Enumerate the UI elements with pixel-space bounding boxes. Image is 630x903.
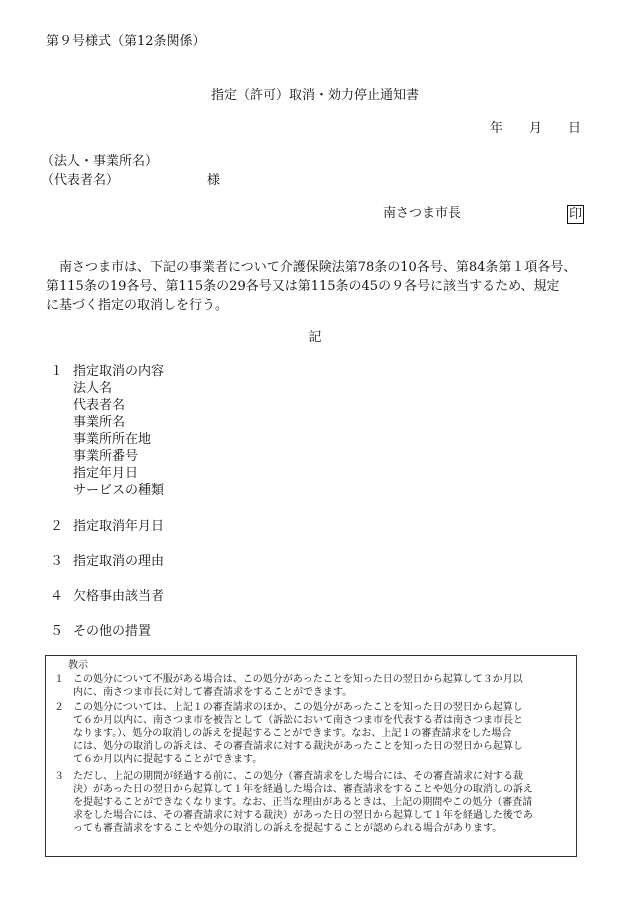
item-sub-label: 代表者名 xyxy=(73,398,126,413)
notice-title: 教示 xyxy=(68,660,88,671)
notice-line: っても審査請求をすることや処分の取消しの訴えを提起することが認められる場合があります。 xyxy=(73,823,503,834)
addressee-representative-label: （代表者名） xyxy=(41,173,120,188)
item-label: 指定取消の理由 xyxy=(73,554,165,569)
body-line: に基づく指定の取消しを行う。 xyxy=(46,298,229,313)
item-number: ４ xyxy=(50,589,64,604)
notice-item xyxy=(54,673,570,699)
item-sub-label: サービスの種類 xyxy=(73,483,165,498)
notice-line: ただし、上記の期間が経過する前に、この処分（審査請求をした場合には、その審査請求に対する裁 xyxy=(73,771,523,782)
item-sub-label: 事業所名 xyxy=(73,415,126,430)
item-number: １ xyxy=(50,364,64,379)
issuer-name: 南さつま市長 xyxy=(383,206,462,221)
addressee-company-label: （法人・事業所名） xyxy=(41,154,159,169)
addressee-honorific: 様 xyxy=(207,173,221,188)
body-paragraph xyxy=(46,258,592,315)
item-sub-label: 指定年月日 xyxy=(73,466,139,481)
notice-line: を提起することができなくなります。なお、正当な理由があるときは、上記の期間やこの処分（審査請 xyxy=(73,797,533,808)
item-sub-label: 事業所所在地 xyxy=(73,432,152,447)
notice-line: この処分については、上記１の審査請求のほか、この処分があったことを知った日の翌日から起算し xyxy=(73,702,523,713)
item-number: ５ xyxy=(50,624,64,639)
notice-line: 決）があった日の翌日から起算して１年を経過した場合は、審査請求をすることや処分の取消しの訴え xyxy=(73,784,533,795)
date-day: 日 xyxy=(568,121,582,136)
seal-box: 印 xyxy=(568,207,582,222)
item-sub-label: 法人名 xyxy=(73,381,113,396)
notice-line: 求をした場合には、その審査請求に対する裁決）があった日の翌日から起算して１年を経過した後であ xyxy=(73,810,533,821)
body-line: 南さつま市は、下記の事業者について介護保険法第78条の10各号、第84条第１項各号、 xyxy=(46,260,577,275)
notice-line: て６か月以内に提起することができます。 xyxy=(73,754,263,765)
notice-item xyxy=(54,770,570,835)
item-label: 指定取消の内容 xyxy=(73,364,165,379)
item-sub-label: 事業所番号 xyxy=(73,449,139,464)
item-label: 指定取消年月日 xyxy=(73,519,165,534)
notice-item-number: ２ xyxy=(54,702,64,713)
date-year: 年 xyxy=(490,121,504,136)
document-title: 指定（許可）取消・効力停止通知書 xyxy=(210,88,419,103)
date-line xyxy=(490,121,581,137)
notice-item-number: １ xyxy=(54,674,64,685)
item-label: 欠格事由該当者 xyxy=(73,589,165,604)
notice-item xyxy=(54,701,570,766)
item-label: その他の措置 xyxy=(73,624,152,639)
ki-heading: 記 xyxy=(308,330,322,345)
item-number: ２ xyxy=(50,519,64,534)
form-number: 第９号様式（第12条関係） xyxy=(46,34,206,49)
notice-line: 内に、南さつま市長に対して審査請求をすることができます。 xyxy=(73,687,353,698)
item-number: ３ xyxy=(50,554,64,569)
notice-item-number: ３ xyxy=(54,771,64,782)
notice-line: この処分について不服がある場合は、この処分があったことを知った日の翌日から起算して３か月以 xyxy=(73,674,523,685)
date-month: 月 xyxy=(529,121,543,136)
notice-line: て６か月以内に、南さつま市を被告として（訴訟において南さつま市を代表する者は南さつま市長と xyxy=(73,715,523,726)
notice-line: には、処分の取消しの訴えは、その審査請求に対する裁決があったことを知った日の翌日から起算し xyxy=(73,741,523,752)
notice-line: なります。）、処分の取消しの訴えを提起することができます。なお、上記１の審査請求をした場合 xyxy=(73,728,512,739)
body-line: 第115条の19各号、第115条の29各号又は第115条の45の９各号に該当するため、規定 xyxy=(46,279,560,294)
notice-box xyxy=(45,655,577,857)
